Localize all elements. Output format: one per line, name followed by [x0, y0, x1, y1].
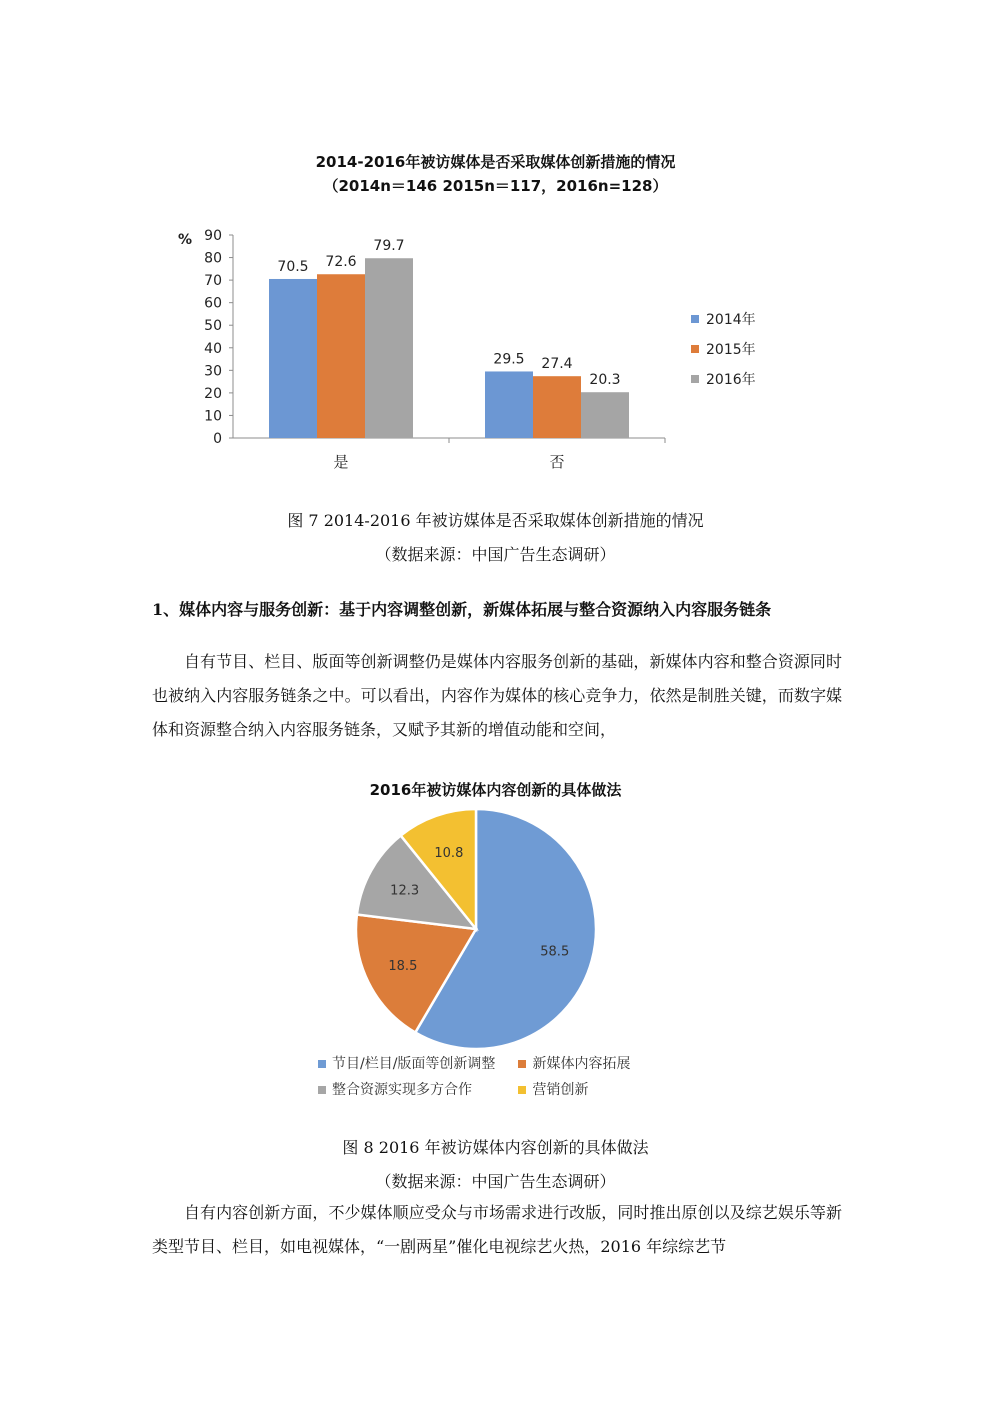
bar-value-label: 79.7 [373, 238, 405, 255]
legend-swatch-icon [691, 315, 699, 323]
bar-chart-subtitle: （2014n＝146 2015n＝117，2016n=128） [323, 177, 668, 195]
paragraph-1: 自有节目、栏目、版面等创新调整仍是媒体内容服务创新的基础，新媒体内容和整合资源同时也被纳入内容服务链条之中。可以看出，内容作为媒体的核心竞争力，依然是制胜关键，而数字媒体和资源整合纳入内容服务链条，又赋予其新的增值动能和空间， [152, 652, 842, 739]
bar [485, 371, 533, 438]
legend-swatch-icon [691, 375, 699, 383]
figure-7-source: （数据来源：中国广告生态调研） [375, 545, 616, 564]
legend-swatch-icon [691, 345, 699, 353]
pie-chart-title: 2016年被访媒体内容创新的具体做法 [369, 781, 622, 799]
legend-label: 2015年 [706, 342, 756, 358]
bar-value-label: 29.5 [493, 351, 525, 368]
pie-value-label: 18.5 [388, 959, 418, 975]
bar-value-label: 27.4 [541, 356, 573, 373]
y-tick-label: 50 [204, 318, 222, 335]
figure-7-caption: 图 7 2014-2016 年被访媒体是否采取媒体创新措施的情况 [287, 511, 704, 530]
pie-value-label: 10.8 [434, 846, 464, 862]
legend-label: 2016年 [706, 372, 756, 388]
bar-chart [0, 220, 991, 480]
pie-legend-label: 新媒体内容拓展 [532, 1056, 631, 1072]
figure-8-caption: 图 8 2016 年被访媒体内容创新的具体做法 [342, 1138, 649, 1157]
pie-value-label: 58.5 [540, 944, 570, 960]
pie-legend-item [518, 1079, 588, 1099]
x-category-label: 是 [333, 453, 349, 471]
pie-legend-label: 节目/栏目/版面等创新调整 [332, 1056, 496, 1072]
bar-value-label: 72.6 [325, 254, 357, 271]
bar [269, 279, 317, 438]
y-tick-label: 20 [204, 385, 222, 402]
y-tick-label: 80 [204, 250, 222, 267]
legend-swatch-icon [518, 1060, 526, 1068]
y-tick-label: 90 [204, 228, 222, 244]
bar [581, 392, 629, 438]
bar-value-label: 70.5 [277, 258, 309, 275]
pie-value-label: 12.3 [390, 883, 420, 899]
legend-swatch-icon [318, 1086, 326, 1094]
pie-legend-item [318, 1053, 514, 1073]
paragraph-2: 自有内容创新方面，不少媒体顺应受众与市场需求进行改版，同时推出原创以及综艺娱乐等新类型节目、栏目，如电视媒体，“一剧两星”催化电视综艺火热，2016 年综综艺节 [152, 1203, 842, 1256]
y-tick-label: 60 [204, 295, 222, 312]
y-axis-label: % [178, 232, 193, 248]
y-tick-label: 40 [204, 340, 222, 357]
y-tick-label: 70 [204, 273, 222, 290]
bar [533, 376, 581, 438]
pie-legend-item [318, 1079, 514, 1099]
legend-swatch-icon [518, 1086, 526, 1094]
pie-legend-label: 整合资源实现多方合作 [332, 1082, 472, 1098]
bar-value-label: 20.3 [589, 372, 621, 389]
figure-8-source: （数据来源：中国广告生态调研） [375, 1172, 616, 1191]
y-tick-label: 30 [204, 363, 222, 380]
pie-legend-label: 营销创新 [532, 1082, 589, 1098]
pie-chart [0, 800, 991, 1050]
bar [317, 274, 365, 438]
legend-swatch-icon [318, 1060, 326, 1068]
x-category-label: 否 [549, 453, 565, 471]
section-heading: 1、媒体内容与服务创新：基于内容调整创新，新媒体拓展与整合资源纳入内容服务链条 [152, 600, 772, 619]
bar [365, 258, 413, 438]
pie-legend-item [518, 1053, 630, 1073]
y-tick-label: 10 [204, 408, 222, 425]
y-tick-label: 0 [213, 431, 222, 447]
pie-legend [318, 1053, 630, 1105]
legend-label: 2014年 [706, 312, 756, 328]
bar-chart-title: 2014-2016年被访媒体是否采取媒体创新措施的情况 [315, 153, 676, 171]
